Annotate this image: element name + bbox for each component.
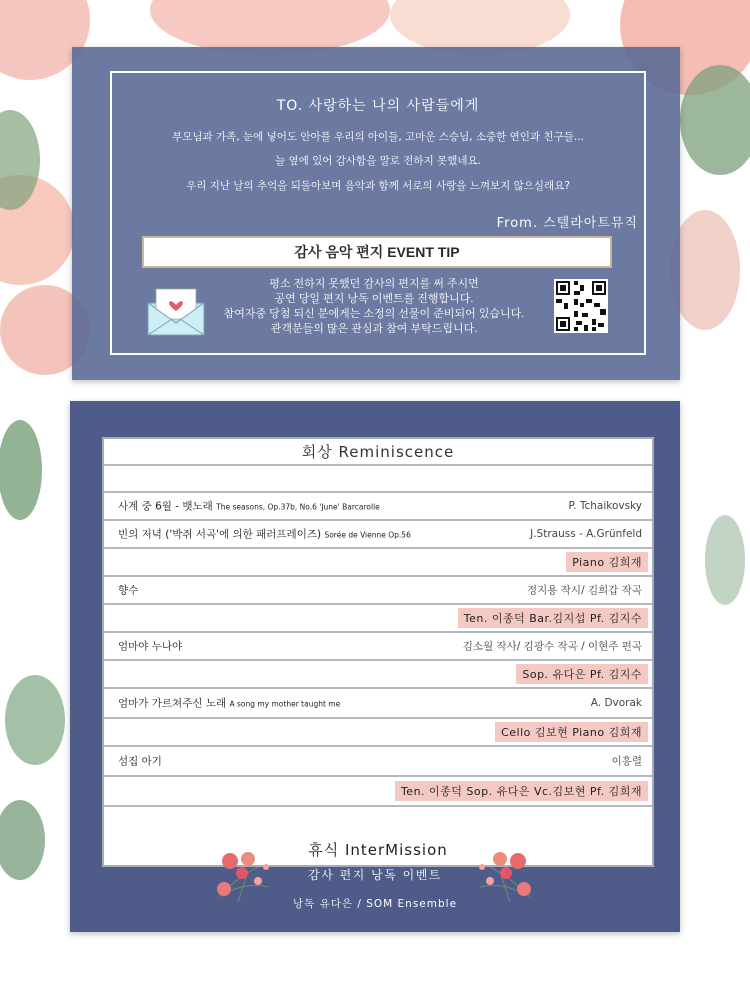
- performer-badge: Sop. 유다은 Pf. 김지수: [516, 664, 648, 684]
- program-row-piece: [104, 689, 652, 719]
- performer-badge: Ten. 이종덕 Bar.김지섭 Pf. 김지수: [458, 608, 648, 628]
- event-tip-title: 감사 음악 편지 EVENT TIP: [142, 236, 612, 268]
- program-card: [70, 401, 680, 932]
- event-tip-line: 공연 당일 편지 낭독 이벤트를 진행합니다.: [274, 293, 474, 305]
- piece-title: 섬집 아기: [118, 755, 162, 768]
- program-row-piece: [104, 633, 652, 661]
- qr-code-icon[interactable]: [554, 279, 608, 333]
- composer: 이흥렬: [611, 755, 642, 768]
- composer: A. Dvorak: [590, 697, 642, 709]
- composer: P. Tchaikovsky: [568, 500, 642, 512]
- performer-badge: Ten. 이종덕 Sop. 유다은 Vc.김보현 Pf. 김희재: [395, 781, 648, 801]
- piece-title: 엄마야 누나야: [118, 640, 183, 653]
- performer-badge: Piano 김희재: [566, 552, 648, 572]
- event-tip-line: 참여자중 당첨 되신 분에게는 소정의 선물이 준비되어 있습니다.: [223, 308, 525, 320]
- program-row-piece: [104, 747, 652, 777]
- composer: 김소월 작사/ 김광수 작곡 / 이현주 편곡: [462, 640, 642, 653]
- intermission-label: 휴식 InterMission: [102, 835, 654, 867]
- program-row-piece: [104, 577, 652, 605]
- piece-title: 엄마가 가르쳐주신 노래 A song my mother taught me: [118, 697, 341, 710]
- event-tip-line: 평소 전하지 못했던 감사의 편지를 써 주시면: [269, 278, 479, 290]
- event-tip-line: 관객분들의 많은 관심과 참여 부탁드립니다.: [270, 323, 478, 335]
- performer-badge: Cello 김보현 Piano 김희재: [495, 722, 648, 742]
- program-row-piece: [104, 521, 652, 549]
- letter-line-2: 늘 옆에 있어 감사함을 말로 전하지 못했네요.: [275, 155, 481, 167]
- composer: J.Strauss - A.Grünfeld: [530, 528, 642, 540]
- left-leaves-icon: [0, 420, 65, 880]
- letter-greeting: TO. 사랑하는 나의 사람들에게: [276, 98, 480, 114]
- program-row-piece: [104, 493, 652, 521]
- piece-title: 사계 중 6월 - 뱃노래 The seasons, Op.37b, No.6 'June' Barcarolle: [118, 500, 380, 513]
- right-leaves-icon: [705, 515, 745, 605]
- reading-event-performers: 낭독 유다은 / SOM Ensemble: [292, 898, 458, 910]
- program-row-performer: [104, 777, 652, 807]
- letter-line-3: 우리 지난 날의 추억을 되돌아보며 음악과 함께 서로의 사랑을 느껴보지 않으실래요?: [186, 180, 570, 192]
- letter-signature: From. 스텔라아트뮤직: [496, 216, 638, 231]
- program-row-spacer: [104, 466, 652, 493]
- program-title: 회상 Reminiscence: [104, 439, 652, 466]
- piece-title: 빈의 저녁 ('박쥐 서곡'에 의한 패러프레이즈) Sorée de Vienne Op.56: [118, 528, 411, 541]
- program-list: [102, 437, 654, 837]
- letter-frame: [110, 71, 646, 355]
- letter-line-1: 부모님과 가족, 눈에 넣어도 안아플 우리의 아이들, 고마운 스승님, 소중한 연인과 친구들...: [172, 131, 584, 143]
- program-row-performer: [104, 605, 652, 633]
- letter-card: [72, 47, 680, 380]
- piece-title: 향수: [118, 584, 139, 597]
- event-tip-description: [198, 277, 550, 337]
- program-row-performer: [104, 719, 652, 747]
- program-row-performer: [104, 661, 652, 689]
- program-row-performer: [104, 549, 652, 577]
- composer: 정지용 작시/ 김희갑 작곡: [527, 584, 642, 597]
- reading-event-title: 감사 편지 낭독 이벤트: [308, 868, 442, 882]
